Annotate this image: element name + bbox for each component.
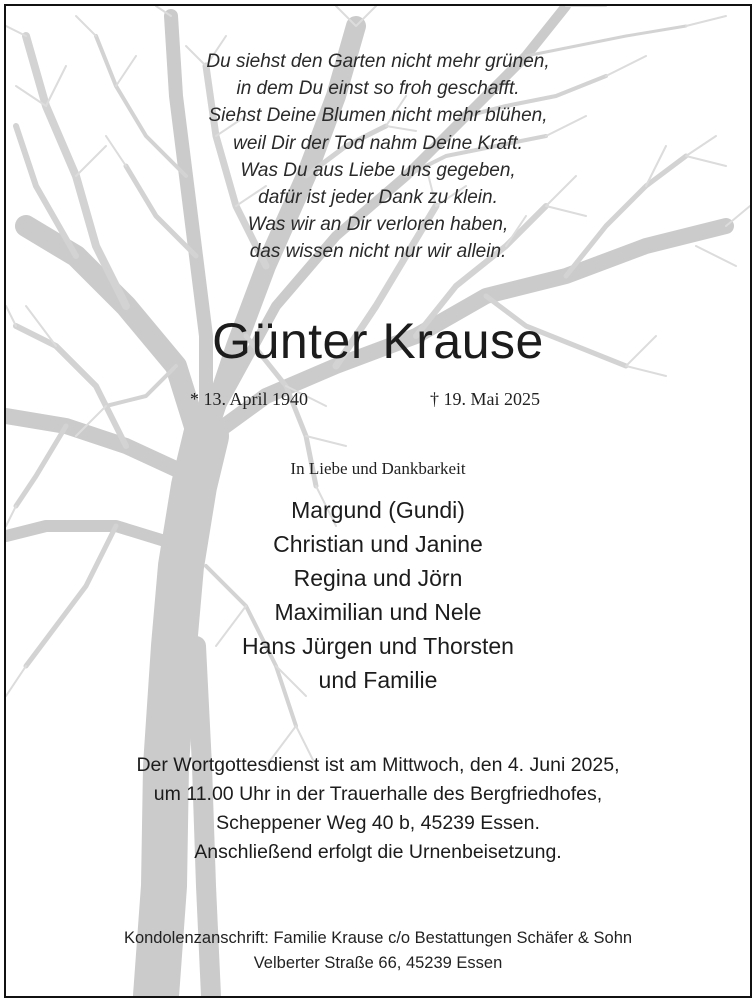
mourners-intro: In Liebe und Dankbarkeit xyxy=(290,459,466,478)
poem-line: Was wir an Dir verloren haben, xyxy=(247,214,509,236)
mourner-name: Hans Jürgen und Thorsten xyxy=(242,633,514,659)
service-line: Anschließend erfolgt die Urnenbeisetzung. xyxy=(194,841,562,863)
poem-line: Siehst Deine Blumen nicht mehr blühen, xyxy=(208,105,548,127)
mourners-list xyxy=(6,493,750,697)
service-line: Scheppener Weg 40 b, 45239 Essen. xyxy=(216,812,540,834)
mourner-name: und Familie xyxy=(318,667,438,693)
poem-line: weil Dir der Tod nahm Deine Kraft. xyxy=(233,132,523,154)
life-dates xyxy=(6,389,750,413)
contact-line: Velberter Straße 66, 45239 Essen xyxy=(253,954,503,972)
mourner-name: Christian und Janine xyxy=(273,531,483,557)
death-date: † 19. Mai 2025 xyxy=(430,389,540,409)
memorial-poem xyxy=(6,48,750,266)
condolence-address xyxy=(6,926,750,976)
birth-date: * 13. April 1940 xyxy=(190,389,309,409)
contact-line: Kondolenzanschrift: Familie Krause c/o Bestattungen Schäfer & Sohn xyxy=(123,929,633,947)
service-line: um 11.00 Uhr in der Trauerhalle des Bergfriedhofes, xyxy=(153,783,603,805)
poem-line: das wissen nicht nur wir allein. xyxy=(249,241,507,263)
poem-line: Was Du aus Liebe uns gegeben, xyxy=(240,159,516,181)
obituary-frame xyxy=(4,4,752,998)
mourner-name: Margund (Gundi) xyxy=(291,497,465,523)
service-announcement xyxy=(6,751,750,867)
mourner-name: Maximilian und Nele xyxy=(274,599,482,625)
obituary-content xyxy=(6,6,750,996)
service-line: Der Wortgottesdienst ist am Mittwoch, den 4. Juni 2025, xyxy=(136,754,620,776)
deceased-name: Günter Krause xyxy=(212,313,544,369)
mourner-name: Regina und Jörn xyxy=(293,565,463,591)
poem-line: Du siehst den Garten nicht mehr grünen, xyxy=(206,51,550,72)
poem-line: dafür ist jeder Dank zu klein. xyxy=(258,187,498,209)
poem-line: in dem Du einst so froh geschafft. xyxy=(236,78,520,100)
